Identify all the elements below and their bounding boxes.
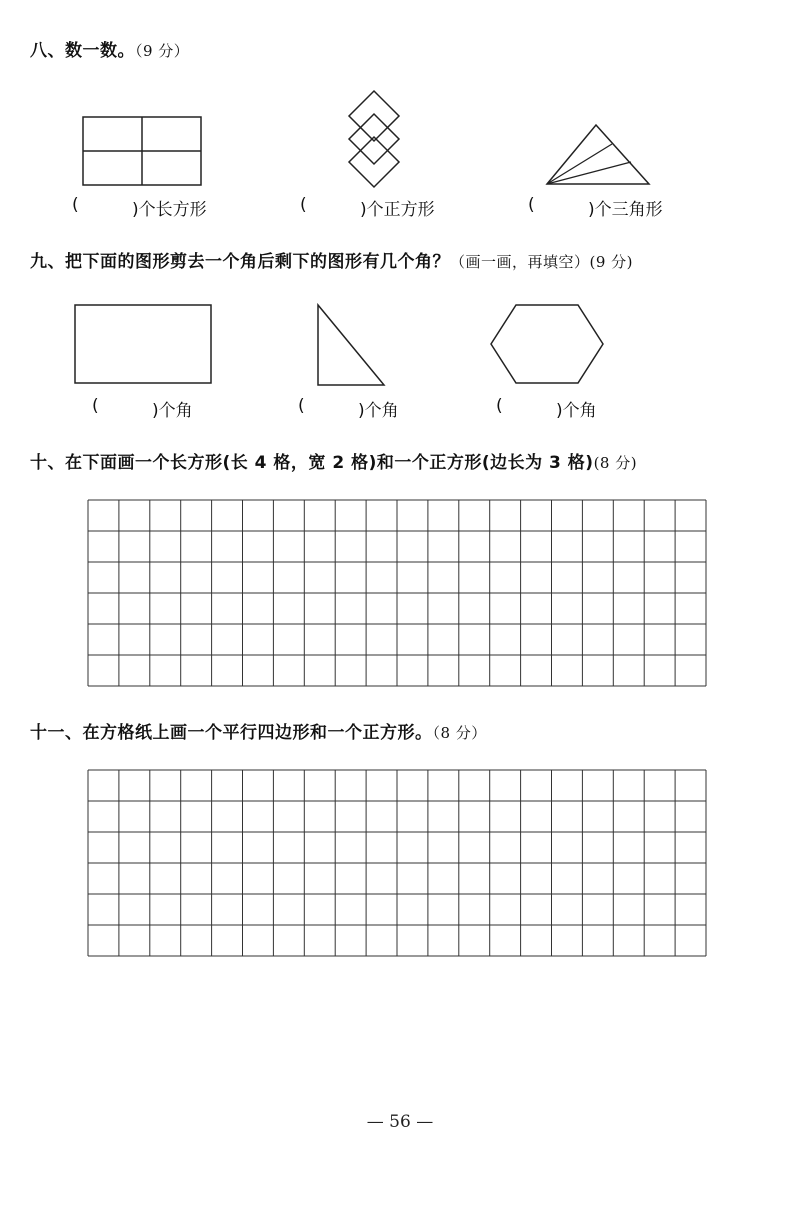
section-9-title: 九、把下面的图形剪去一个角后剩下的图形有几个角？ [30,252,450,272]
hexagon-figure [488,302,606,386]
answer-blank-squares[interactable] [300,195,435,220]
section-8-points: （9 分） [135,42,190,60]
section-10-heading [30,448,637,473]
answer-blank-triangle-corners[interactable] [298,396,399,421]
answer-label: )个角 [358,401,399,421]
paren-open: ( [92,396,99,416]
stacked-squares-figure [344,88,404,190]
section-8-title: 八、数一数。 [30,41,135,61]
answer-label: )个角 [152,401,193,421]
answer-blank-rectangles[interactable] [72,195,207,220]
answer-blank-rectangle-corners[interactable] [92,396,193,421]
paren-open: ( [496,396,503,416]
page-number: — 56 — [366,1112,434,1132]
answer-label: )个三角形 [588,200,663,220]
section-9-heading [30,247,633,272]
drawing-grid-section-11[interactable] [86,768,708,958]
answer-label: )个正方形 [360,200,435,220]
paren-open: ( [298,396,305,416]
fan-triangles-figure [544,122,652,188]
answer-blank-triangles[interactable] [528,195,663,220]
section-10-points: (8 分) [593,454,638,472]
paren-open: ( [300,195,307,215]
paren-open: ( [528,195,535,215]
section-8-heading [30,36,189,61]
section-9-points: （画一画，再填空）(9 分) [450,253,634,271]
answer-label: )个角 [556,401,597,421]
paren-open: ( [72,195,79,215]
rectangle-grid-figure [80,114,206,190]
drawing-grid-section-10[interactable] [86,498,708,688]
right-triangle-figure [314,302,388,388]
section-11-points: （8 分） [432,724,487,742]
answer-label: )个长方形 [132,200,207,220]
section-10-title: 十、在下面画一个长方形(长 4 格，宽 2 格)和一个正方形(边长为 3 格) [30,453,594,473]
section-11-heading [30,718,487,743]
rectangle-figure [72,302,214,386]
section-11-title: 十一、在方格纸上画一个平行四边形和一个正方形。 [30,723,433,743]
answer-blank-hexagon-corners[interactable] [496,396,597,421]
